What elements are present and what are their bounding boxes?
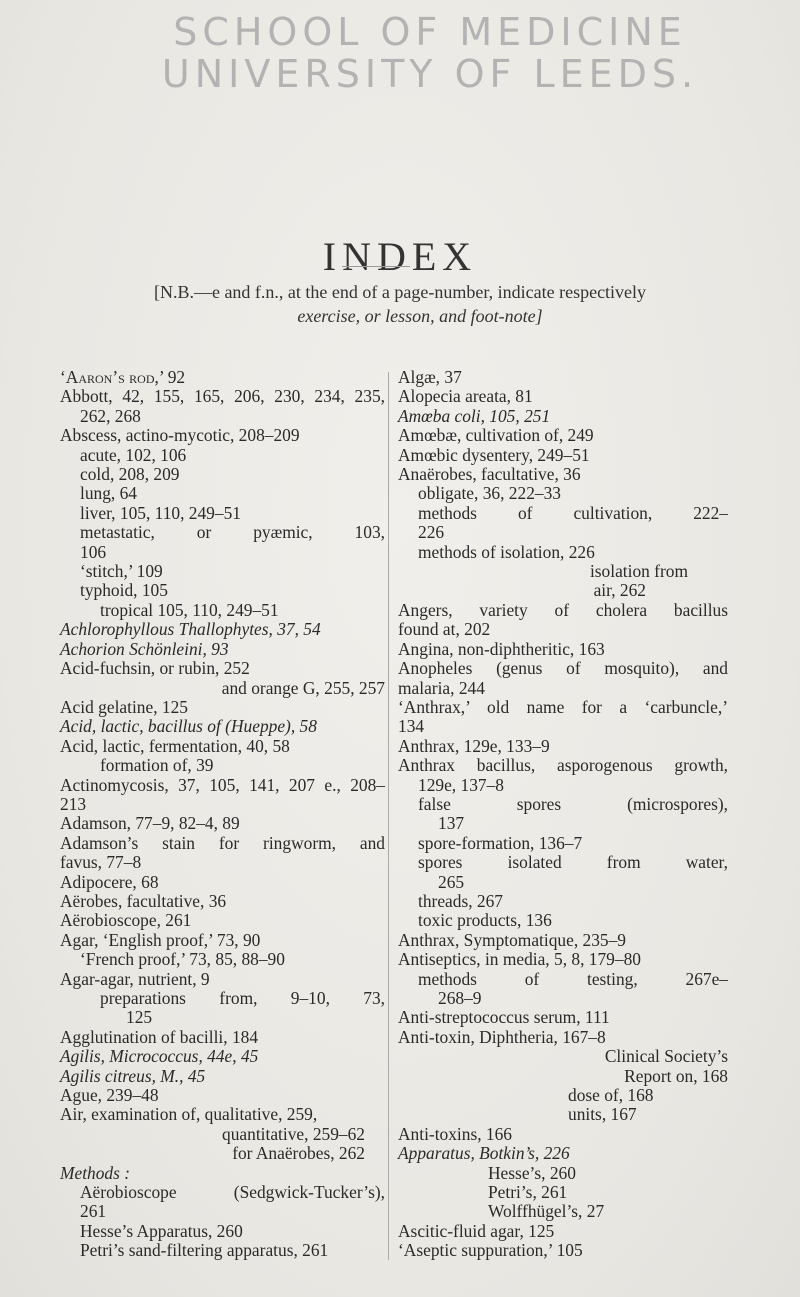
- library-stamp-line1: SCHOOL OF MEDICINE: [173, 10, 687, 54]
- index-entry: Achlorophyllous Thallophytes, 37, 54: [60, 619, 321, 640]
- index-entry: methods of testing, 267e–: [418, 968, 728, 989]
- index-entry: malaria, 244: [398, 677, 485, 698]
- index-entry: Antiseptics, in media, 5, 8, 179–80: [398, 949, 641, 970]
- index-entry: Acid gelatine, 125: [60, 696, 188, 717]
- index-entry: Anthrax, 129e, 133–9: [398, 735, 550, 756]
- index-entry: Petri’s sand-filtering apparatus, 261: [80, 1240, 329, 1261]
- index-entry: acute, 102, 106: [80, 444, 187, 465]
- index-entry: 106: [80, 541, 107, 562]
- index-entry: Alopecia areata, 81: [398, 386, 533, 407]
- index-entry: Acid-fuchsin, or rubin, 252: [60, 658, 250, 679]
- index-entry: Actinomycosis, 37, 105, 141, 207 e., 208–: [60, 774, 385, 795]
- index-entry: Amœbic dysentery, 249–51: [398, 444, 590, 465]
- index-entry: ‘Aaron’s rod,’ 92: [60, 367, 186, 387]
- index-entry: Agglutination of bacilli, 184: [60, 1026, 259, 1047]
- index-entry: Aërobes, facultative, 36: [60, 890, 227, 911]
- index-entry: liver, 105, 110, 249–51: [80, 502, 241, 523]
- index-entry: Agar-agar, nutrient, 9: [60, 968, 210, 989]
- index-entry: 134: [398, 716, 425, 737]
- index-entry: dose of, 168: [568, 1085, 654, 1106]
- index-entry: Anti-streptococcus serum, 111: [398, 1007, 610, 1028]
- index-entry: Agilis, Micrococcus, 44e, 45: [60, 1046, 259, 1067]
- index-entry: 129e, 137–8: [418, 774, 504, 795]
- index-entry: typhoid, 105: [80, 580, 168, 601]
- index-entry: Algæ, 37: [398, 367, 462, 387]
- index-entry: 268–9: [438, 988, 482, 1008]
- index-entry: 265: [438, 871, 465, 892]
- index-entry: Agilis citreus, M., 45: [60, 1065, 206, 1086]
- index-entry: Anthrax, Symptomatique, 235–9: [398, 929, 626, 950]
- index-entry: lung, 64: [80, 483, 138, 504]
- index-entry: Methods :: [60, 1162, 131, 1183]
- index-note: [0, 280, 800, 328]
- index-entry: Air, examination of, qualitative, 259,: [60, 1104, 318, 1125]
- index-entry: Aërobioscope, 261: [60, 910, 192, 931]
- index-entry: Anti-toxin, Diphtheria, 167–8: [398, 1026, 606, 1047]
- index-entry: favus, 77–8: [60, 852, 142, 873]
- index-column-left: [60, 368, 385, 1261]
- index-entry: 213: [60, 793, 87, 814]
- index-entry: Petri’s, 261: [488, 1182, 568, 1203]
- index-entry: threads, 267: [418, 890, 504, 911]
- index-entry: Acid, lactic, fermentation, 40, 58: [60, 735, 290, 756]
- index-entry: for Anaërobes, 262: [232, 1143, 365, 1164]
- index-entry: Anthrax bacillus, asporogenous growth,: [398, 755, 728, 776]
- index-entry: Abbott, 42, 155, 165, 206, 230, 234, 235,: [60, 386, 385, 407]
- index-entry: Angina, non-diphtheritic, 163: [398, 638, 605, 659]
- index-entry: Adipocere, 68: [60, 871, 159, 892]
- index-entry: cold, 208, 209: [80, 464, 180, 485]
- library-stamp-line2: UNIVERSITY OF LEEDS.: [161, 52, 699, 96]
- index-entry: Acid, lactic, bacillus of (Hueppe), 58: [60, 716, 317, 737]
- index-entry: Adamson’s stain for ringworm, and: [60, 832, 385, 853]
- index-entry: Hesse’s, 260: [488, 1162, 576, 1183]
- index-entry: methods of isolation, 226: [418, 541, 595, 562]
- index-entry: 125: [126, 1007, 153, 1028]
- index-column-right: [398, 368, 728, 1261]
- note-line-1: [N.B.—e and f.n., at the end of a page-number, indicate respectively: [153, 282, 647, 302]
- index-entry: Agar, ‘English proof,’ 73, 90: [60, 929, 261, 950]
- index-entry: Report on, 168: [624, 1065, 728, 1086]
- index-entry: found at, 202: [398, 619, 491, 640]
- index-entry: Apparatus, Botkin’s, 226: [398, 1143, 570, 1164]
- index-entry: Anopheles (genus of mosquito), and: [398, 658, 728, 679]
- index-entry: ‘French proof,’ 73, 85, 88–90: [80, 949, 285, 970]
- index-entry: Amœba coli, 105, 251: [398, 405, 551, 426]
- index-entry: tropical 105, 110, 249–51: [100, 599, 279, 620]
- index-entry: Clinical Society’s: [604, 1046, 728, 1067]
- index-entry: air, 262: [593, 580, 646, 601]
- index-entry: 262, 268: [80, 405, 141, 426]
- index-entry: and orange G, 255, 257: [221, 677, 385, 698]
- column-divider: [388, 372, 389, 1260]
- index-entry: false spores (microspores),: [418, 793, 728, 814]
- index-entry: obligate, 36, 222–33: [418, 483, 561, 504]
- index-entry: Abscess, actino-mycotic, 208–209: [60, 425, 300, 446]
- index-entry: isolation from: [589, 561, 688, 582]
- index-entry: Ague, 239–48: [60, 1085, 159, 1106]
- index-entry: Aërobioscope (Sedgwick-Tucker’s),: [80, 1182, 385, 1203]
- index-entry: Anti-toxins, 166: [398, 1123, 513, 1144]
- index-entry: Achorion Schönleini, 93: [60, 638, 229, 659]
- index-entry: Hesse’s Apparatus, 260: [80, 1220, 243, 1241]
- index-entry: formation of, 39: [100, 755, 214, 776]
- index-entry: ‘Aseptic suppuration,’ 105: [398, 1240, 583, 1261]
- index-entry: toxic products, 136: [418, 910, 552, 931]
- index-entry: 226: [418, 522, 445, 543]
- index-entry: Angers, variety of cholera bacillus: [398, 599, 728, 620]
- index-entry: spore-formation, 136–7: [418, 832, 583, 853]
- index-entry: spores isolated from water,: [418, 852, 728, 873]
- index-entry: Adamson, 77–9, 82–4, 89: [60, 813, 240, 834]
- index-entry: units, 167: [568, 1104, 637, 1125]
- index-entry: Amœbæ, cultivation of, 249: [398, 425, 594, 446]
- index-entry: ‘stitch,’ 109: [80, 561, 163, 582]
- index-entry: metastatic, or pyæmic, 103,: [80, 522, 385, 543]
- index-entry: Ascitic-fluid agar, 125: [398, 1220, 555, 1241]
- index-entry: 137: [438, 813, 465, 834]
- page-title: INDEX: [322, 233, 478, 279]
- index-entry: preparations from, 9–10, 73,: [100, 988, 385, 1008]
- index-entry: ‘Anthrax,’ old name for a ‘carbuncle,’: [398, 696, 728, 717]
- index-entry: Anaërobes, facultative, 36: [398, 464, 581, 485]
- index-entry: quantitative, 259–62: [222, 1123, 365, 1144]
- index-entry: 261: [80, 1201, 107, 1222]
- index-entry: Wolffhügel’s, 27: [488, 1201, 605, 1222]
- title-rule: [342, 266, 410, 267]
- index-entry: methods of cultivation, 222–: [418, 502, 728, 523]
- note-line-2: exercise, or lesson, and foot-note]: [297, 306, 543, 326]
